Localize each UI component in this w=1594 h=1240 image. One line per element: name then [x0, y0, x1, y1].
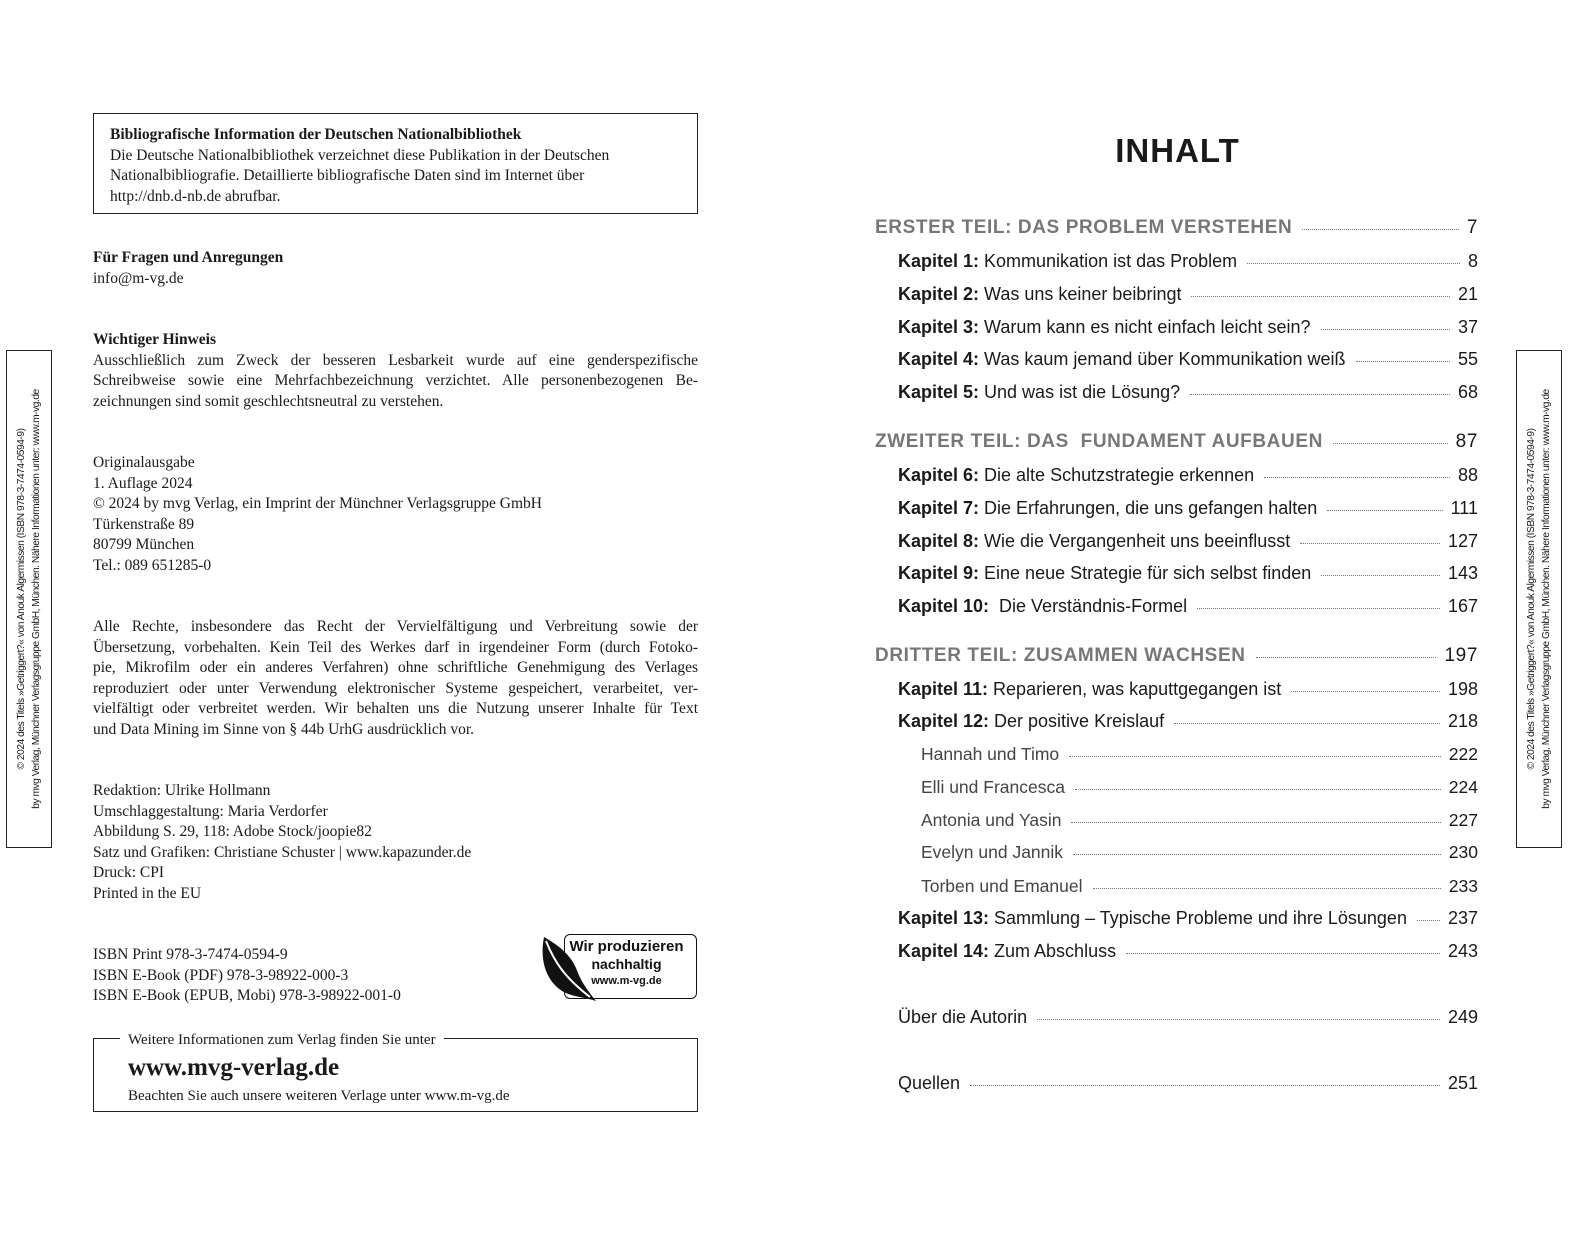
- copyright-strip-right: [1516, 350, 1562, 848]
- toc-subsection[interactable]: [921, 810, 1478, 831]
- notice-line: Schreibweise sowie eine Mehrfachbezeichnung verzichtet. Alle personenbezogenen Be-: [93, 372, 698, 390]
- credit-line: Printed in the EU: [93, 884, 202, 902]
- toc-chapter-title: Was uns keiner beibringt: [979, 284, 1182, 304]
- publisher-url[interactable]: www.mvg-verlag.de: [128, 1054, 340, 1081]
- toc-chapter-number: Kapitel 14:: [898, 941, 990, 961]
- toc-leader: [1197, 607, 1440, 609]
- toc-page: 21: [1457, 284, 1478, 304]
- toc-page: 233: [1448, 876, 1478, 896]
- toc-leader: [970, 1084, 1440, 1086]
- toc-page: 251: [1447, 1073, 1478, 1093]
- publisher-outro: Beachten Sie auch unsere weiteren Verlage unter www.m-vg.de: [128, 1088, 510, 1104]
- toc-part[interactable]: [875, 431, 1478, 453]
- toc-leader: [1321, 328, 1450, 330]
- edition-line: 80799 München: [93, 536, 195, 554]
- toc-subsection-title: Elli und Francesca: [921, 777, 1065, 797]
- toc-chapter-number: Kapitel 2:: [898, 284, 980, 304]
- toc-chapter[interactable]: [898, 531, 1478, 552]
- toc-chapter-title: Die Verständnis-Formel: [989, 596, 1188, 616]
- badge-url: www.m-vg.de: [591, 975, 662, 987]
- isbn-line: ISBN E-Book (PDF) 978-3-98922-000-3: [93, 966, 349, 984]
- toc-leader: [1069, 755, 1441, 757]
- notice-block: [93, 330, 698, 412]
- edition-line: Originalausgabe: [93, 454, 195, 471]
- toc-chapter-number: Kapitel 13:: [898, 908, 990, 928]
- toc-chapter-number: Kapitel 5:: [898, 382, 980, 402]
- toc-leader: [1321, 574, 1440, 576]
- publisher-intro: Weitere Informationen zum Verlag finden Sie unter: [120, 1030, 444, 1050]
- toc-leader: [1256, 656, 1437, 658]
- toc-leader: [1300, 542, 1440, 544]
- badge-line2: nachhaltig: [591, 956, 662, 972]
- toc-chapter-number: Kapitel 9:: [898, 563, 980, 583]
- toc-page: 243: [1447, 941, 1478, 961]
- sustainability-badge: [540, 932, 697, 1001]
- bibliographic-line: Die Deutsche Nationalbibliothek verzeichnet diese Publikation in der Deutschen: [110, 146, 610, 164]
- toc-chapter-title: Reparieren, was kaputtgegangen ist: [988, 679, 1282, 699]
- rights-line: vielfältigt oder verbreitet werden. Wir behalten uns die Nutzung unserer Inhalte für Text: [93, 700, 698, 718]
- isbn-line: ISBN Print 978-3-7474-0594-9: [93, 946, 288, 963]
- credits-block: [93, 781, 471, 905]
- toc-subsection-title: Torben und Emanuel: [921, 876, 1083, 896]
- toc-chapter[interactable]: [898, 251, 1478, 272]
- edition-line: 1. Auflage 2024: [93, 474, 193, 492]
- toc-chapter[interactable]: [898, 465, 1478, 486]
- toc-chapter[interactable]: [898, 498, 1478, 519]
- toc-page: 111: [1450, 498, 1478, 518]
- toc-extra[interactable]: [898, 1073, 1478, 1094]
- edition-block: [93, 453, 542, 577]
- toc-leader: [1126, 952, 1440, 954]
- edition-line: Tel.: 089 651285-0: [93, 556, 212, 574]
- strip-line2: by mvg Verlag, Münchner Verlagsgruppe GmbH, München. Nähere Informationen unter: www.m-vg.de: [31, 389, 42, 809]
- toc-page: 127: [1447, 531, 1478, 551]
- toc-chapter-number: Kapitel 6:: [898, 465, 980, 485]
- toc-leader: [1174, 722, 1440, 724]
- rights-line: pie, Mikrofilm oder ein anderes Verfahren) ohne schriftliche Genehmigung des Verlages: [93, 659, 698, 677]
- toc-leader: [1071, 821, 1440, 823]
- rights-line: Übersetzung, vorbehalten. Kein Teil des Werkes darf in irgendeiner Form (durch Fotoko-: [93, 638, 698, 656]
- rights-block: [93, 617, 698, 741]
- toc-leader: [1037, 1018, 1440, 1020]
- toc-page: 8: [1467, 251, 1478, 271]
- toc-page: 143: [1447, 563, 1478, 583]
- toc-chapter-number: Kapitel 11:: [898, 679, 989, 699]
- toc-chapter-title: Sammlung – Typische Probleme und ihre Lösungen: [989, 908, 1407, 928]
- toc-page: 68: [1457, 382, 1478, 402]
- toc-chapter[interactable]: [898, 596, 1478, 617]
- toc-chapter[interactable]: [898, 679, 1478, 700]
- toc-page: 55: [1457, 349, 1478, 369]
- toc-subsection[interactable]: [921, 842, 1478, 863]
- toc-leader: [1327, 509, 1442, 511]
- bibliographic-info: [110, 125, 682, 207]
- badge-text: [560, 937, 693, 990]
- toc-chapter-title: Wie die Vergangenheit uns beeinflusst: [979, 531, 1291, 551]
- toc-page: 224: [1448, 777, 1478, 797]
- badge-line1: Wir produzieren: [569, 938, 684, 955]
- toc-page: 197: [1444, 645, 1478, 666]
- toc-subsection[interactable]: [921, 876, 1478, 897]
- toc-page: 230: [1448, 842, 1478, 862]
- toc-part[interactable]: [875, 645, 1478, 667]
- toc-subsection[interactable]: [921, 744, 1478, 765]
- strip-line1: © 2024 des Titels »Getriggert?« von Anouk Algermissen (ISBN 978-3-7474-0594-9): [16, 428, 27, 770]
- toc-chapter[interactable]: [898, 941, 1478, 962]
- toc-extra-title: Quellen: [898, 1073, 961, 1093]
- toc-part-label: ZWEITER TEIL: DAS FUNDAMENT AUFBAUEN: [875, 431, 1323, 452]
- toc-page: 227: [1448, 810, 1478, 830]
- toc-chapter-number: Kapitel 3:: [898, 317, 980, 337]
- toc-leader: [1075, 788, 1441, 790]
- edition-line: © 2024 by mvg Verlag, ein Imprint der Münchner Verlagsgruppe GmbH: [93, 495, 542, 513]
- bibliographic-line: http://dnb.d-nb.de abrufbar.: [110, 187, 281, 205]
- toc-leader: [1333, 442, 1448, 444]
- toc-chapter-title: Warum kann es nicht einfach leicht sein?: [979, 317, 1311, 337]
- toc-chapter-title: Die alte Schutzstrategie erkennen: [979, 465, 1255, 485]
- toc-extra[interactable]: [898, 1007, 1478, 1028]
- toc-chapter-title: Und was ist die Lösung?: [979, 382, 1181, 402]
- toc-leader: [1247, 262, 1460, 264]
- toc-leader: [1191, 295, 1450, 297]
- toc-chapter[interactable]: [898, 349, 1478, 370]
- toc-chapter[interactable]: [898, 563, 1478, 584]
- credit-line: Satz und Grafiken: Christiane Schuster | www.kapazunder.de: [93, 843, 472, 861]
- toc-page: 249: [1447, 1007, 1478, 1027]
- toc-chapter-number: Kapitel 12:: [898, 711, 990, 731]
- toc-page: 88: [1457, 465, 1478, 485]
- toc-chapter[interactable]: [898, 908, 1478, 929]
- toc-chapter[interactable]: [898, 711, 1478, 732]
- notice-line: Ausschließlich zum Zweck der besseren Lesbarkeit wurde auf eine genderspezifische: [93, 351, 698, 369]
- toc-page: 198: [1447, 679, 1478, 699]
- toc-chapter-number: Kapitel 7:: [898, 498, 980, 518]
- contact-block: [93, 248, 283, 289]
- toc-page: 37: [1457, 317, 1478, 337]
- toc-leader: [1291, 690, 1440, 692]
- contact-heading: Für Fragen und Anregungen: [93, 249, 284, 266]
- toc-page: 218: [1447, 711, 1478, 731]
- copyright-strip-text: [1524, 359, 1554, 839]
- toc-page: 237: [1447, 908, 1478, 928]
- toc-chapter-title: Der positive Kreislauf: [989, 711, 1165, 731]
- toc-chapter-number: Kapitel 8:: [898, 531, 980, 551]
- toc-chapter-number: Kapitel 1:: [898, 251, 980, 271]
- contact-email: info@m-vg.de: [93, 269, 184, 287]
- credit-line: Redaktion: Ulrike Hollmann: [93, 782, 271, 799]
- toc-part-label: ERSTER TEIL: DAS PROBLEM VERSTEHEN: [875, 217, 1293, 238]
- toc-extra-title: Über die Autorin: [898, 1007, 1028, 1027]
- toc-page: 7: [1466, 217, 1478, 238]
- toc-page: 222: [1448, 744, 1478, 764]
- notice-line: zeichnungen sind somit geschlechtsneutral zu verstehen.: [93, 392, 444, 410]
- credit-line: Druck: CPI: [93, 864, 165, 882]
- toc-leader: [1190, 393, 1450, 395]
- toc-part[interactable]: [875, 217, 1478, 239]
- edition-line: Türkenstraße 89: [93, 515, 195, 533]
- toc-chapter-title: Zum Abschluss: [989, 941, 1117, 961]
- toc-leader: [1302, 228, 1459, 230]
- rights-line: und Data Mining im Sinne von § 44b UrhG ausdrücklich vor.: [93, 720, 474, 738]
- toc-chapter-title: Was kaum jemand über Kommunikation weiß: [979, 349, 1346, 369]
- rights-line: reproduziert oder unter Verwendung elektronischer Systeme gespeichert, verarbeitet, ver-: [93, 679, 698, 697]
- credit-line: Abbildung S. 29, 118: Adobe Stock/joopie82: [93, 823, 372, 841]
- isbn-block: [93, 945, 401, 1007]
- toc-page: 167: [1447, 596, 1478, 616]
- toc-leader: [1417, 919, 1440, 921]
- toc-chapter[interactable]: [898, 317, 1478, 338]
- bibliographic-line: Nationalbibliografie. Detaillierte bibliografische Daten sind im Internet über: [110, 167, 585, 185]
- toc-leader: [1073, 853, 1441, 855]
- isbn-line: ISBN E-Book (EPUB, Mobi) 978-3-98922-001-0: [93, 987, 401, 1005]
- toc-subsection-title: Antonia und Yasin: [921, 810, 1062, 830]
- toc-chapter-number: Kapitel 10:: [898, 596, 990, 616]
- toc-chapter-number: Kapitel 4:: [898, 349, 980, 369]
- bibliographic-heading: Bibliografische Information der Deutschen Nationalbibliothek: [110, 126, 522, 143]
- toc-leader: [1093, 887, 1441, 889]
- toc-chapter-title: Eine neue Strategie für sich selbst finden: [979, 563, 1312, 583]
- credit-line: Umschlaggestaltung: Maria Verdorfer: [93, 802, 328, 820]
- strip-line1: © 2024 des Titels »Getriggert?« von Anouk Algermissen (ISBN 978-3-7474-0594-9): [1526, 428, 1537, 770]
- toc-part-label: DRITTER TEIL: ZUSAMMEN WACHSEN: [875, 645, 1246, 666]
- toc-title: INHALT: [1115, 132, 1240, 169]
- toc-subsection-title: Evelyn und Jannik: [921, 842, 1064, 862]
- toc-subsection[interactable]: [921, 777, 1478, 798]
- copyright-strip-left: [6, 350, 52, 848]
- toc-chapter-title: Die Erfahrungen, die uns gefangen halten: [979, 498, 1318, 518]
- copyright-strip-text: [14, 359, 44, 839]
- toc-chapter[interactable]: [898, 382, 1478, 403]
- toc-subsection-title: Hannah und Timo: [921, 744, 1060, 764]
- toc-chapter[interactable]: [898, 284, 1478, 305]
- notice-heading: Wichtiger Hinweis: [93, 331, 216, 348]
- toc-page: 87: [1455, 431, 1478, 452]
- toc-leader: [1264, 476, 1450, 478]
- toc-chapter-title: Kommunikation ist das Problem: [979, 251, 1238, 271]
- rights-line: Alle Rechte, insbesondere das Recht der Vervielfältigung und Verbreitung sowie der: [93, 618, 698, 635]
- toc-leader: [1356, 360, 1450, 362]
- strip-line2: by mvg Verlag, Münchner Verlagsgruppe GmbH, München. Nähere Informationen unter: www.m-vg.de: [1541, 389, 1552, 809]
